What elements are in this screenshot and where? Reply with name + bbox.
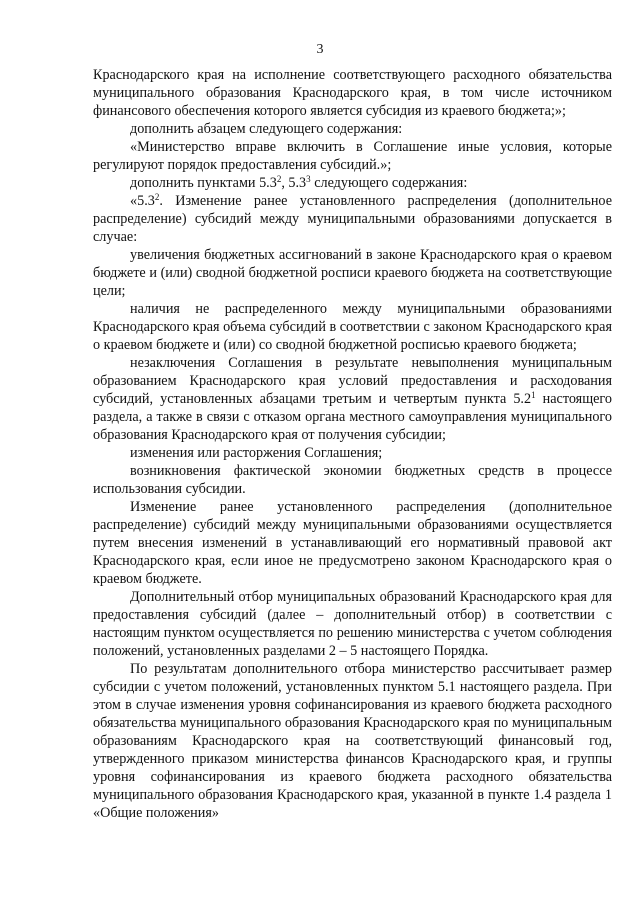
paragraph-case-non-conclusion — [93, 354, 612, 444]
paragraph-add-points — [93, 174, 612, 192]
paragraph-add-abzac: дополнить абзацем следующего содержания: — [130, 121, 403, 137]
paragraph-add-points-text: , 5.3 — [281, 175, 307, 191]
document-body — [93, 66, 612, 822]
point-text: . Изменение ранее установленного распределения (дополнительное распределение) субсидий между муниципальными образованиями допускается в случае: — [93, 193, 612, 245]
paragraph-additional-selection: Дополнительный отбор муниципальных образований Краснодарского края для предоставления субсидий (далее – дополнительный отбор) в соответствии с настоящим пунктом осуществляется по решению министерства с учетом соблюдения положений, установленных разделами 2 – 5 настоящего Порядка. — [93, 589, 612, 659]
superscript: 1 — [531, 390, 536, 400]
paragraph-ministry-conditions: «Министерство вправе включить в Соглашение иные условия, которые регулируют порядок предоставления субсидий.»; — [93, 139, 612, 173]
paragraph-case-increase: увеличения бюджетных ассигнований в законе Краснодарского края о краевом бюджете и (или) сводной бюджетной росписи краевого бюджета на соответствующие цели; — [93, 247, 612, 299]
paragraph-point-5-3-2 — [93, 192, 612, 246]
paragraph-selection-results: По результатам дополнительного отбора министерство рассчитывает размер субсидии с учетом положений, установленных пунктом 5.1 настоящего раздела. При этом в случае изменения уровня софинансирования из краевого бюджета расходного обязательства муниципального образования Краснодарского края по муниципальным образованиям Краснодарского края на соответствующий финансовый год, утвержденного приказом министерства финансов Краснодарского края, и группы уровня софинансирования из краевого бюджета расходного обязательства муниципального образования Краснодарского края, указанной в пункте 1.4 раздела 1 «Общие положения» — [93, 661, 612, 821]
superscript: 2 — [276, 174, 282, 184]
paragraph-case-economy: возникновения фактической экономии бюджетных средств в процессе использования субсидии. — [93, 463, 612, 497]
paragraph-change-procedure: Изменение ранее установленного распределения (дополнительное распределение) субсидий между муниципальными образованиями осуществляется путем внесения изменений в устанавливающий его нормативный правовой акт Краснодарского края, если иное не предусмотрено законом Краснодарского края о краевом бюджете. — [93, 499, 612, 587]
paragraph-add-points-text: следующего содержания: — [310, 175, 468, 191]
point-number: «5.3 — [130, 193, 155, 209]
paragraph-text: незаключения Соглашения в результате невыполнения муниципальным образованием Краснодарского края условий предоставления и расходования субсидий, установленных абзацами третьим и четвертым пункта 5.2 — [93, 355, 612, 407]
paragraph-text: настоящего раздела, а также в связи с отказом органа местного самоуправления муниципального образования Краснодарского края от получения субсидии; — [93, 391, 612, 443]
paragraph-case-undistributed: наличия не распределенного между муниципальными образованиями Краснодарского края объема субсидий в соответствии с законом Краснодарского края о краевом бюджете и (или) со сводной бюджетной росписью краевого бюджета; — [93, 301, 612, 353]
paragraph-continuation: Краснодарского края на исполнение соответствующего расходного обязательства муниципального образования Краснодарского края, в том числе источником финансового обеспечения которого является субсидия из краевого бюджета;»; — [93, 67, 612, 119]
paragraph-case-change: изменения или расторжения Соглашения; — [130, 445, 383, 461]
page-number: 3 — [316, 42, 324, 57]
paragraph-add-points-text: дополнить пунктами 5.3 — [130, 175, 277, 191]
superscript: 2 — [154, 192, 160, 202]
superscript: 3 — [306, 174, 311, 184]
